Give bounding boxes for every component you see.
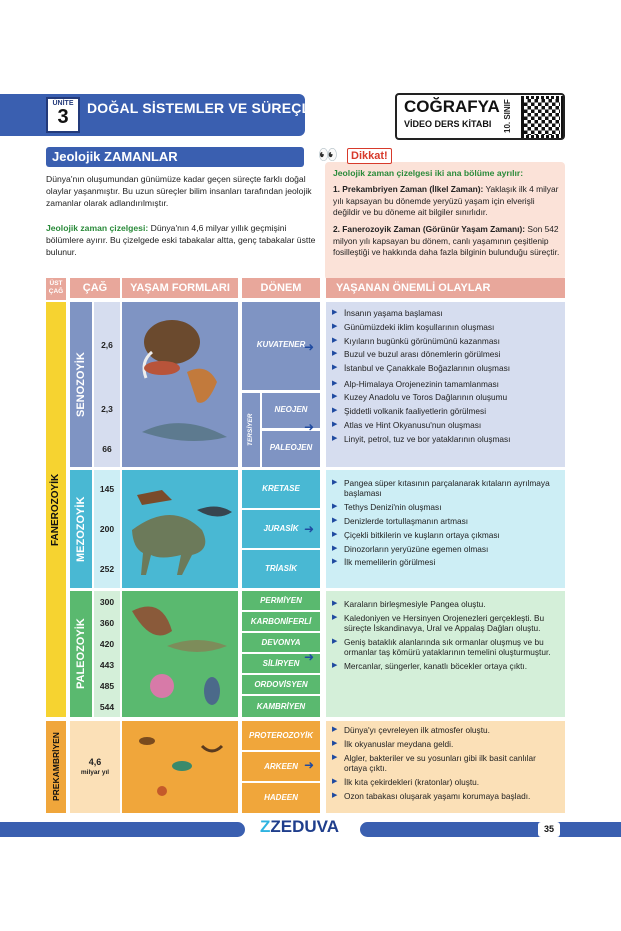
age-paleo-1: 300 <box>99 597 115 607</box>
dikkat-item-1-title: 1. Prekambriyen Zaman (İlkel Zaman): <box>333 184 484 194</box>
period-permiyen-block <box>242 591 320 610</box>
timeline-paragraph <box>46 222 316 258</box>
age-mezo-1: 145 <box>99 484 115 494</box>
events-mezozoyik <box>326 470 565 588</box>
unit-badge <box>46 97 80 133</box>
period-ordovisyen-block <box>242 675 320 694</box>
event-seno-7: ▶ Kuzey Anadolu ve Toros Dağlarının oluşumu <box>332 392 559 402</box>
period-neojen: NEOJEN <box>274 405 308 414</box>
period-kambriyen: KAMBRİYEN <box>256 702 306 711</box>
period-arkeen: ARKEEN <box>264 762 298 771</box>
life-paleozoyik <box>122 591 238 717</box>
event-prek-3: ▶ Algler, bakteriler ve su yosunları gibi ilk basit canlılar ortaya çıktı. <box>332 753 559 774</box>
eyes-icon: 👀 <box>318 147 338 164</box>
period-kambriyen-block <box>242 696 320 717</box>
arrow-right-icon: ➜ <box>304 420 315 434</box>
period-hadeen-block <box>242 783 320 813</box>
period-devonya: DEVONYA <box>261 638 301 647</box>
period-permiyen: PERMİYEN <box>260 596 302 605</box>
age-paleo-6: 544 <box>99 702 115 712</box>
age-block-prek <box>70 721 120 813</box>
events-paleozoyik <box>326 591 565 717</box>
book-subtitle: VİDEO DERS KİTABI <box>404 119 492 129</box>
age-paleo-5: 485 <box>99 681 115 691</box>
header-yasam: YAŞAM FORMLARI <box>122 278 238 298</box>
bacteria-shape <box>139 737 155 745</box>
age-paleo-4: 443 <box>99 660 115 670</box>
timeline-desc: Dünya'nın 4,6 milyar yıllık geçmişini bölümlere ayırır. Bu çizelgede eski tabakalar altta, genç tabakalar üstte bulunur. <box>46 223 316 257</box>
header-ust-cag: ÜST ÇAĞ <box>46 278 66 300</box>
worm-shape <box>202 746 222 751</box>
dikkat-label: Dikkat! <box>347 148 392 164</box>
period-triasik: TRİASİK <box>265 564 297 573</box>
period-kretase-block <box>242 470 320 508</box>
eon-fanerozoyik: FANEROZOYİK <box>46 302 66 717</box>
period-proterozoyik: PROTEROZOYİK <box>248 731 313 740</box>
period-jurasik: JURASİK <box>263 524 299 533</box>
qr-code-pattern <box>524 99 560 135</box>
coral-shape <box>150 674 174 698</box>
dikkat-heading: Jeolojik zaman çizelgesi iki ana bölüme ayrılır: <box>333 168 524 178</box>
arrow-right-icon: ➜ <box>304 650 315 664</box>
period-kuvatener: KUVATENER <box>256 340 306 349</box>
events-prekambriyen <box>326 721 565 813</box>
age-mezo-2: 200 <box>99 524 115 534</box>
book-title: COĞRAFYA <box>404 97 500 116</box>
age-mezo-3: 252 <box>99 564 115 574</box>
period-karbonifer-block <box>242 612 320 631</box>
dikkat-item-2-title: 2. Fanerozoyik Zaman (Görünür Yaşam Zamanı): <box>333 224 526 234</box>
event-mezo-6: ▶ İlk memelilerin görülmesi <box>332 557 559 567</box>
arrow-right-icon: ➜ <box>304 340 315 354</box>
period-hadeen: HADEEN <box>264 793 298 802</box>
unit-label: ÜNİTE <box>52 100 74 107</box>
whale-shape <box>142 423 227 441</box>
event-paleo-1: ▶ Karaların birleşmesiyle Pangea oluştu. <box>332 599 559 609</box>
header-donem: DÖNEM <box>242 278 320 298</box>
age-paleo-2: 360 <box>99 618 115 628</box>
arrow-right-icon: ➜ <box>304 758 315 772</box>
tersiyer-block <box>242 393 260 467</box>
zeduva-z-icon: Z <box>260 817 271 836</box>
footer-bar-left <box>0 822 245 837</box>
event-seno-1: ▶ İnsanın yaşama başlaması <box>332 308 559 318</box>
event-paleo-2: ▶ Kaledoniyen ve Hersinyen Orojenezleri gerçekleşti. Bu süreçte İskandinavya, Ural ve Appalaş Dağları oluştu. <box>332 613 559 634</box>
event-prek-5: ▶ Ozon tabakası oluşarak yaşamı korumaya başladı. <box>332 791 559 801</box>
events-senozoyik <box>326 302 565 467</box>
page-number: 35 <box>538 822 560 837</box>
life-mezozoyik <box>122 470 238 588</box>
animal-shape <box>144 361 180 375</box>
life-prekambriyen <box>122 721 238 813</box>
period-paleojen-block <box>262 431 320 467</box>
dikkat-item-2-text: Son 542 milyon yılı kapsayan bu dönem, canlı yaşamının çeşitlenip fosilleştiği ve hakkında daha fazla bilginin bulunduğu süreçtir. <box>333 224 560 257</box>
moose-shape <box>187 369 217 403</box>
age-paleo-3: 420 <box>99 639 115 649</box>
pterosaur-shape <box>137 490 172 505</box>
age-prek-unit: milyar yıl <box>80 769 110 776</box>
event-paleo-4: ▶ Mercanlar, süngerler, kanatlı böcekler ortaya çıktı. <box>332 661 559 671</box>
age-block-paleo <box>94 591 120 717</box>
shark-shape <box>197 506 232 516</box>
period-siliryen: SİLİRYEN <box>262 659 300 668</box>
period-paleojen: PALEOJEN <box>269 443 313 452</box>
age-prek-value: 4,6 <box>88 757 102 767</box>
footer-bar-right <box>360 822 621 837</box>
event-seno-6: ▶ Alp-Himalaya Orojenezinin tamamlanması <box>332 379 559 389</box>
period-kretase: KRETASE <box>262 484 300 493</box>
paleozoic-life-illustration <box>122 591 238 717</box>
event-seno-8: ▶ Şiddetli volkanik faaliyetlerin görülmesi <box>332 406 559 416</box>
event-seno-3: ▶ Kıyıların bugünkü görünümünü kazanması <box>332 336 559 346</box>
dikkat-box <box>325 162 565 280</box>
grade-label: 10. SINIF <box>503 99 512 133</box>
era-mezozoyik: MEZOZOYİK <box>70 470 92 588</box>
dikkat-item-1 <box>333 184 561 219</box>
event-paleo-3: ▶ Geniş bataklık alanlarında sık ormanlar oluşmuş ve bu ormanlar taş kömürü yataklarının temelini oluşturmuştur. <box>332 637 559 658</box>
age-seno-2: 2,3 <box>101 404 113 414</box>
event-prek-1: ▶ Dünya'yı çevreleyen ilk atmosfer oluştu. <box>332 725 559 735</box>
trilobite-shape <box>204 677 220 705</box>
event-seno-10: ▶ Linyit, petrol, tuz ve bor yataklarının oluşması <box>332 434 559 444</box>
intro-paragraph: Dünya'nın oluşumundan günümüze kadar geçen süreçte farklı doğal olaylar yaşanmıştır. Bu uzun süreçler bilim insanları tarafından jeolojik zamanlar olarak adlandırılmıştır. <box>46 174 312 208</box>
life-senozoyik <box>122 302 238 467</box>
event-seno-9: ▶ Atlas ve Hint Okyanusu'nun oluşması <box>332 420 559 430</box>
event-mezo-3: ▶ Denizlerde tortullaşmanın artması <box>332 516 559 526</box>
event-seno-2: ▶ Günümüzdeki iklim koşullarının oluşması <box>332 322 559 332</box>
event-prek-2: ▶ İlk okyanuslar meydana geldi. <box>332 739 559 749</box>
event-mezo-1: ▶ Pangea süper kıtasının parçalanarak kıtaların ayrılmaya başlaması <box>332 478 559 499</box>
era-senozoyik: SENOZOYİK <box>70 302 92 467</box>
period-triasik-block <box>242 550 320 588</box>
section-title: Jeolojik ZAMANLAR <box>46 147 304 167</box>
dikkat-item-2 <box>333 224 561 259</box>
unit-title: DOĞAL SİSTEMLER VE SÜREÇLER <box>87 100 331 116</box>
header-olaylar: YAŞANAN ÖNEMLİ OLAYLAR <box>326 278 565 298</box>
dinosaur-illustration <box>122 470 238 588</box>
event-seno-5: ▶ İstanbul ve Çanakkale Boğazlarının oluşması <box>332 363 559 373</box>
mammoth-whale-illustration <box>122 302 238 467</box>
age-block-mezo <box>94 470 120 588</box>
mammoth-body <box>144 320 200 364</box>
age-seno-3: 66 <box>102 444 112 454</box>
era-paleozoyik: PALEOZOYİK <box>70 591 92 717</box>
age-block-seno <box>94 302 120 467</box>
tersiyer-label: TERSİYER <box>247 413 254 447</box>
sauropod-shape <box>132 515 205 575</box>
dikkat-item-1-text: Yaklaşık ilk 4 milyar yılı kapsayan bu dönemde yeryüzü yaşam için elverişli değildir ve bu döneme ait bilgiler sınırlıdır. <box>333 184 559 217</box>
header-cag: ÇAĞ <box>70 278 120 298</box>
event-mezo-4: ▶ Çiçekli bitkilerin ve kuşların ortaya çıkması <box>332 530 559 540</box>
timeline-term: Jeolojik zaman çizelgesi: <box>46 223 149 233</box>
period-ordovisyen: ORDOVİSYEN <box>254 680 308 689</box>
brand-logo <box>260 817 339 837</box>
event-prek-4: ▶ İlk kıta çekirdekleri (kratonlar) oluştu. <box>332 777 559 787</box>
arrow-right-icon: ➜ <box>304 522 315 536</box>
cell-shape <box>157 786 167 796</box>
event-mezo-5: ▶ Dinozorların yeryüzüne egemen olması <box>332 544 559 554</box>
event-seno-4: ▶ Buzul ve buzul arası dönemlerin görülmesi <box>332 349 559 359</box>
eon-prekambriyen: PREKAMBRİYEN <box>46 721 66 813</box>
event-mezo-2: ▶ Tethys Denizi'nin oluşması <box>332 502 559 512</box>
brand-name: ZEDUVA <box>270 817 340 836</box>
lobe-fin-fish-shape <box>167 640 227 652</box>
period-karbonifer: KARBONİFERLİ <box>250 617 312 626</box>
fish-shape <box>132 607 172 636</box>
algae-shape <box>172 761 192 771</box>
period-proterozoyik-block <box>242 721 320 750</box>
microorganism-illustration <box>122 721 238 813</box>
age-seno-1: 2,6 <box>101 340 113 350</box>
unit-number: 3 <box>57 106 69 128</box>
